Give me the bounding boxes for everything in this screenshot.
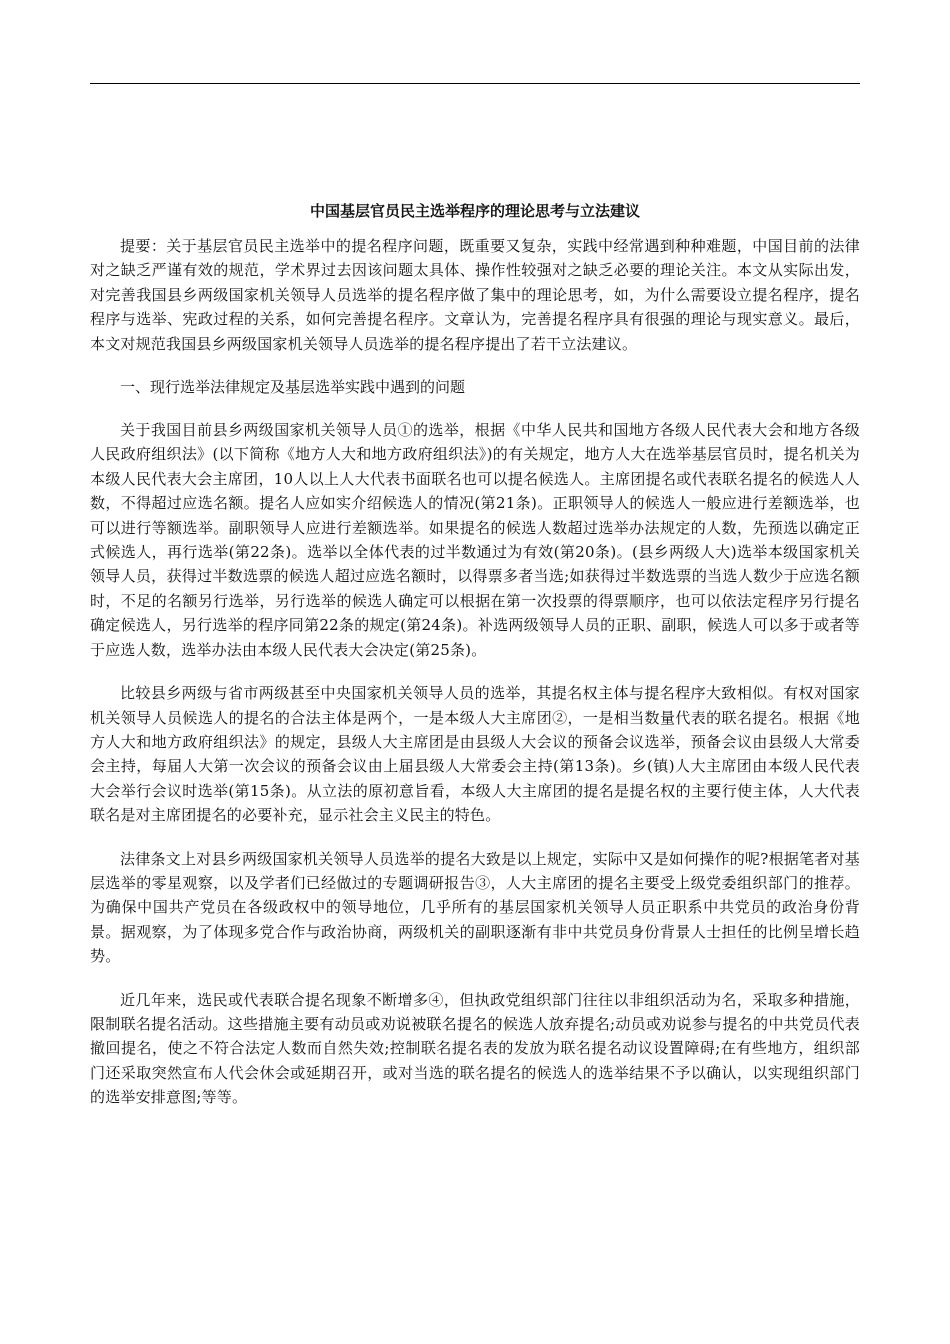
abstract-paragraph: 提要：关于基层官员民主选举中的提名程序问题，既重要又复杂，实践中经常遇到种种难题，中国目前的法律对之缺乏严谨有效的规范，学术界过去因该问题太具体、操作性较强对之缺乏必要的理论关注。本文从实际出发，对完善我国县乡两级国家机关领导人员选举的提名程序做了集中的理论思考，如，为什么需要设立提名程序，提名程序与选举、宪政过程的关系，如何完善提名程序。文章认为，完善提名程序具有很强的理论与现实意义。最后，本文对规范我国县乡两级国家机关领导人员选举的提名程序提出了若干立法建议。 [90, 237, 860, 353]
header-rule [90, 83, 860, 84]
body-paragraph: 近几年来，选民或代表联合提名现象不断增多④，但执政党组织部门往往以非组织活动为名，采取多种措施，限制联名提名活动。这些措施主要有动员或劝说被联名提名的候选人放弃提名;动员或劝说参与提名的中共党员代表撤回提名，使之不符合法定人数而自然失效;控制联名提名表的发放为联名提名动议设置障碍;在有些地方，组织部门还采取突然宣布人代会休会或延期召开，或对当选的联名提名的候选人的选举结果不予以确认，以实现组织部门的选举安排意图;等等。 [90, 990, 861, 1107]
document-body [90, 198, 860, 1129]
body-paragraph: 法律条文上对县乡两级国家机关领导人员选举的提名大致是以上规定，实际中又是如何操作的呢?根据笔者对基层选举的零星观察，以及学者们已经做过的专题调研报告③，人大主席团的提名主要受上级党委组织部门的推荐。为确保中国共产党员在各级政权中的领导地位，几乎所有的基层国家机关领导人员正职系中共党员的政治身份背景。据观察，为了体现多党合作与政治协商，两级机关的副职逐渐有非中共党员身份背景人士担任的比例呈增长趋势。 [90, 849, 860, 966]
body-paragraph: 关于我国目前县乡两级国家机关领导人员①的选举，根据《中华人民共和国地方各级人民代表大会和地方各级人民政府组织法》(以下简称《地方人大和地方政府组织法》)的有关规定，地方人大在选举基层官员时，提名机关为本级人民代表大会主席团，10人以上人大代表书面联名也可以提名候选人。主席团提名或代表联名提名的候选人人数，不得超过应选名额。提名人应如实介绍候选人的情况(第21条)。正职领导人的候选人一般应进行差额选举，也可以进行等额选举。副职领导人应进行差额选举。如果提名的候选人数超过选举办法规定的人数，先预选以确定正式候选人，再行选举(第22条)。选举以全体代表的过半数通过为有效(第20条)。(县乡两级人大)选举本级国家机关领导人员，获得过半数选票的候选人超过应选名额时，以得票多者当选;如获得过半数选票的当选人数少于应选名额时，不足的名额另行选举，另行选举的候选人确定可以根据在第一次投票的得票顺序，也可以依法定程序另行提名确定候选人，另行选举的程序同第22条的规定(第24条)。补选两级领导人员的正职、副职，候选人可以多于或者等于应选人数，选举办法由本级人民代表大会决定(第25条)。 [90, 421, 860, 659]
document-title: 中国基层官员民主选举程序的理论思考与立法建议 [309, 202, 640, 220]
body-paragraph: 比较县乡两级与省市两级甚至中央国家机关领导人员的选举，其提名权主体与提名程序大致相似。有权对国家机关领导人员候选人的提名的合法主体是两个，一是本级人大主席团②，一是相当数量代表的联名提名。根据《地方人大和地方政府组织法》的规定，县级人大主席团是由县级人大会议的预备会议选举，预备会议由县级人大常委会主持，每届人大第一次会议的预备会议由上届县级人大常委会主持(第13条)。乡(镇)人大主席团由本级人民代表大会举行会议时选举(第15条)。从立法的原初意旨看，本级人大主席团的提名是提名权的主要行使主体，人大代表联名是对主席团提名的必要补充，显示社会主义民主的特色。 [90, 684, 860, 825]
section-heading: 一、现行选举法律规定及基层选举实践中遇到的问题 [120, 378, 466, 397]
